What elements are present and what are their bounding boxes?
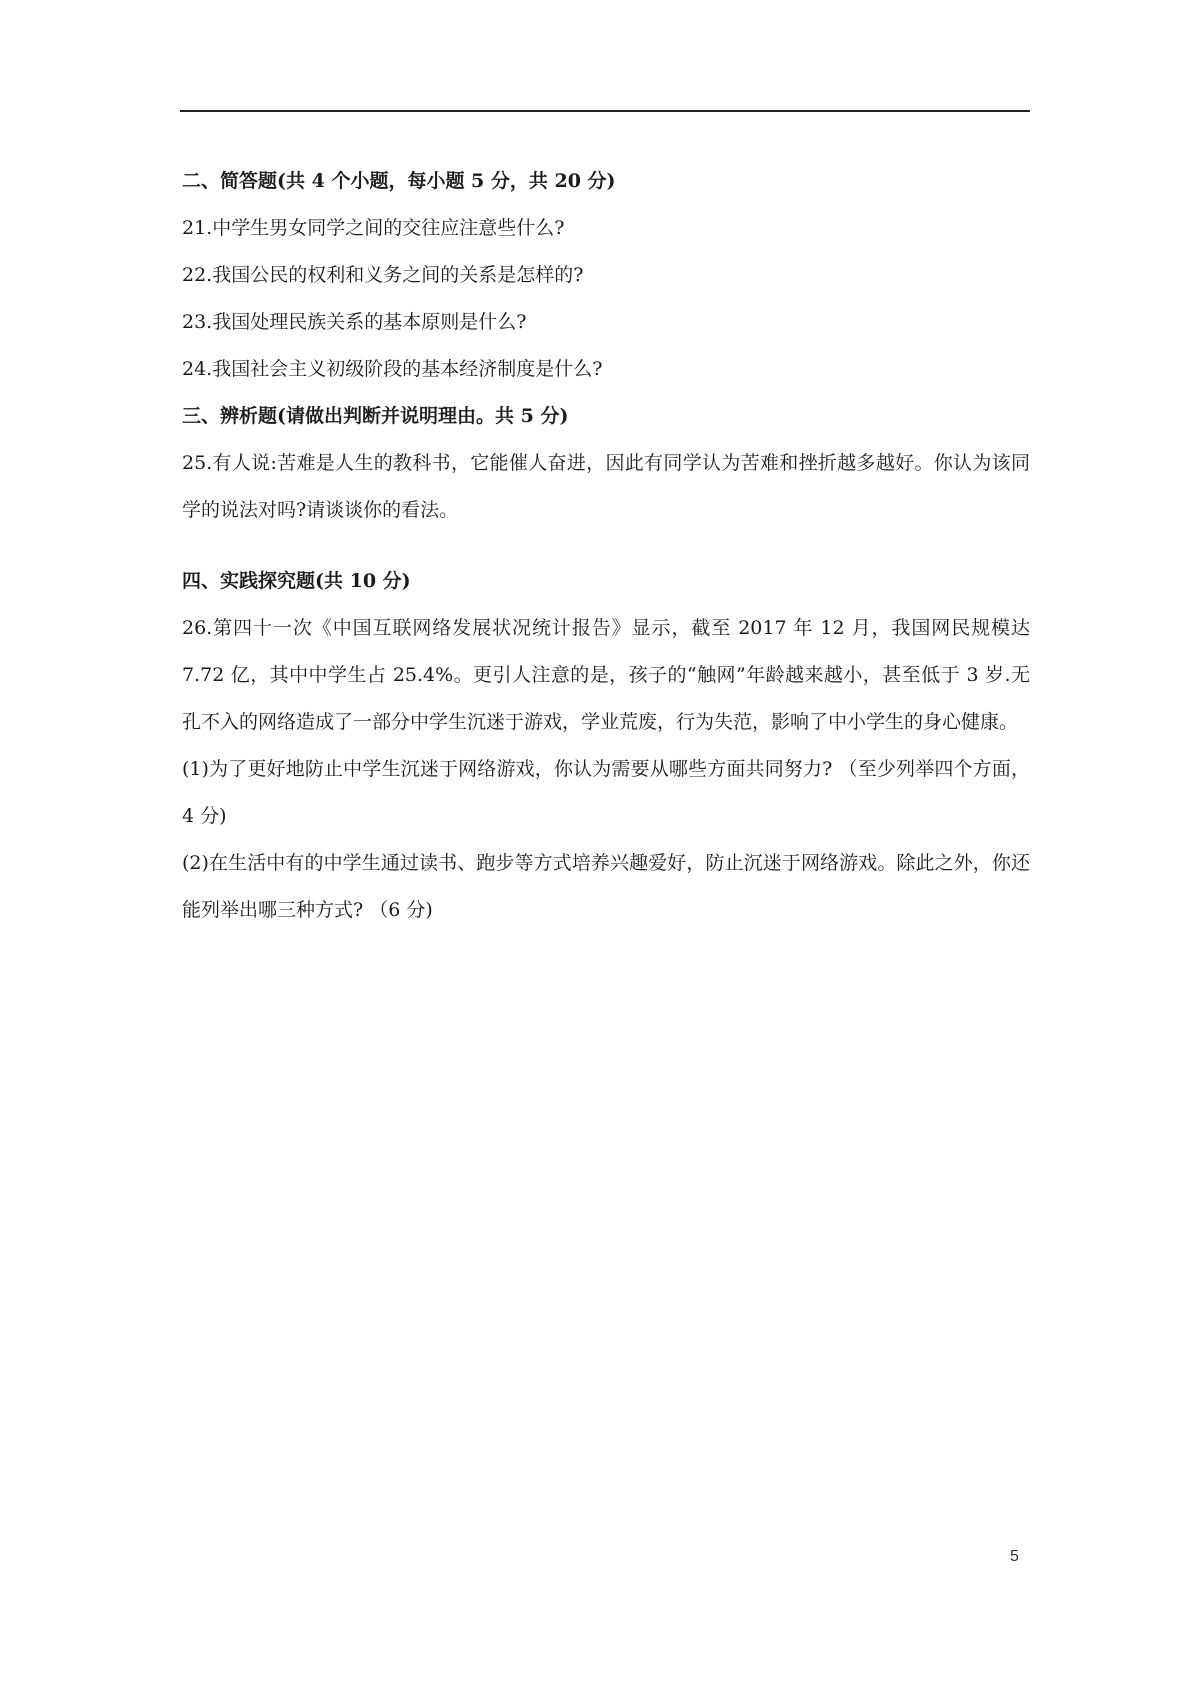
section-title-practice: 四、实践探究题(共 10 分)	[182, 570, 411, 592]
question-26-part-1: (1)为了更好地防止中学生沉迷于网络游戏，你认为需要从哪些方面共同努力? （至少列举四个方面，4 分)	[182, 758, 1030, 827]
question-26-part-2: (2)在生活中有的中学生通过读书、跑步等方式培养兴趣爱好，防止沉迷于网络游戏。除此之外，你还能列举出哪三种方式? （6 分)	[182, 852, 1030, 921]
question-21: 21.中学生男女同学之间的交往应注意些什么?	[182, 217, 565, 239]
section-spacer	[182, 534, 1030, 558]
section-title-short-answer: 二、简答题(共 4 个小题，每小题 5 分，共 20 分)	[182, 170, 616, 192]
question-23: 23.我国处理民族关系的基本原则是什么?	[182, 311, 527, 333]
header-rule	[180, 110, 1030, 112]
page-number: 5	[1010, 1548, 1019, 1565]
question-24: 24.我国社会主义初级阶段的基本经济制度是什么?	[182, 358, 603, 380]
section-title-analysis: 三、辨析题(请做出判断并说明理由。共 5 分)	[182, 405, 569, 427]
question-26-material: 26.第四十一次《中国互联网络发展状况统计报告》显示，截至 2017 年 12 月，我国网民规模达 7.72 亿，其中中学生占 25.4%。更引人注意的是，孩子的“触网”年龄越来越小，甚至低于 3 岁.无孔不入的网络造成了一部分中学生沉迷于游戏，学业荒废，行为失范，影响了中小学生的身心健康。	[182, 617, 1030, 733]
question-22: 22.我国公民的权利和义务之间的关系是怎样的?	[182, 264, 584, 286]
question-25: 25.有人说:苦难是人生的教科书，它能催人奋进，因此有同学认为苦难和挫折越多越好。你认为该同学的说法对吗?请谈谈你的看法。	[182, 452, 1030, 521]
exam-content	[182, 158, 1030, 934]
